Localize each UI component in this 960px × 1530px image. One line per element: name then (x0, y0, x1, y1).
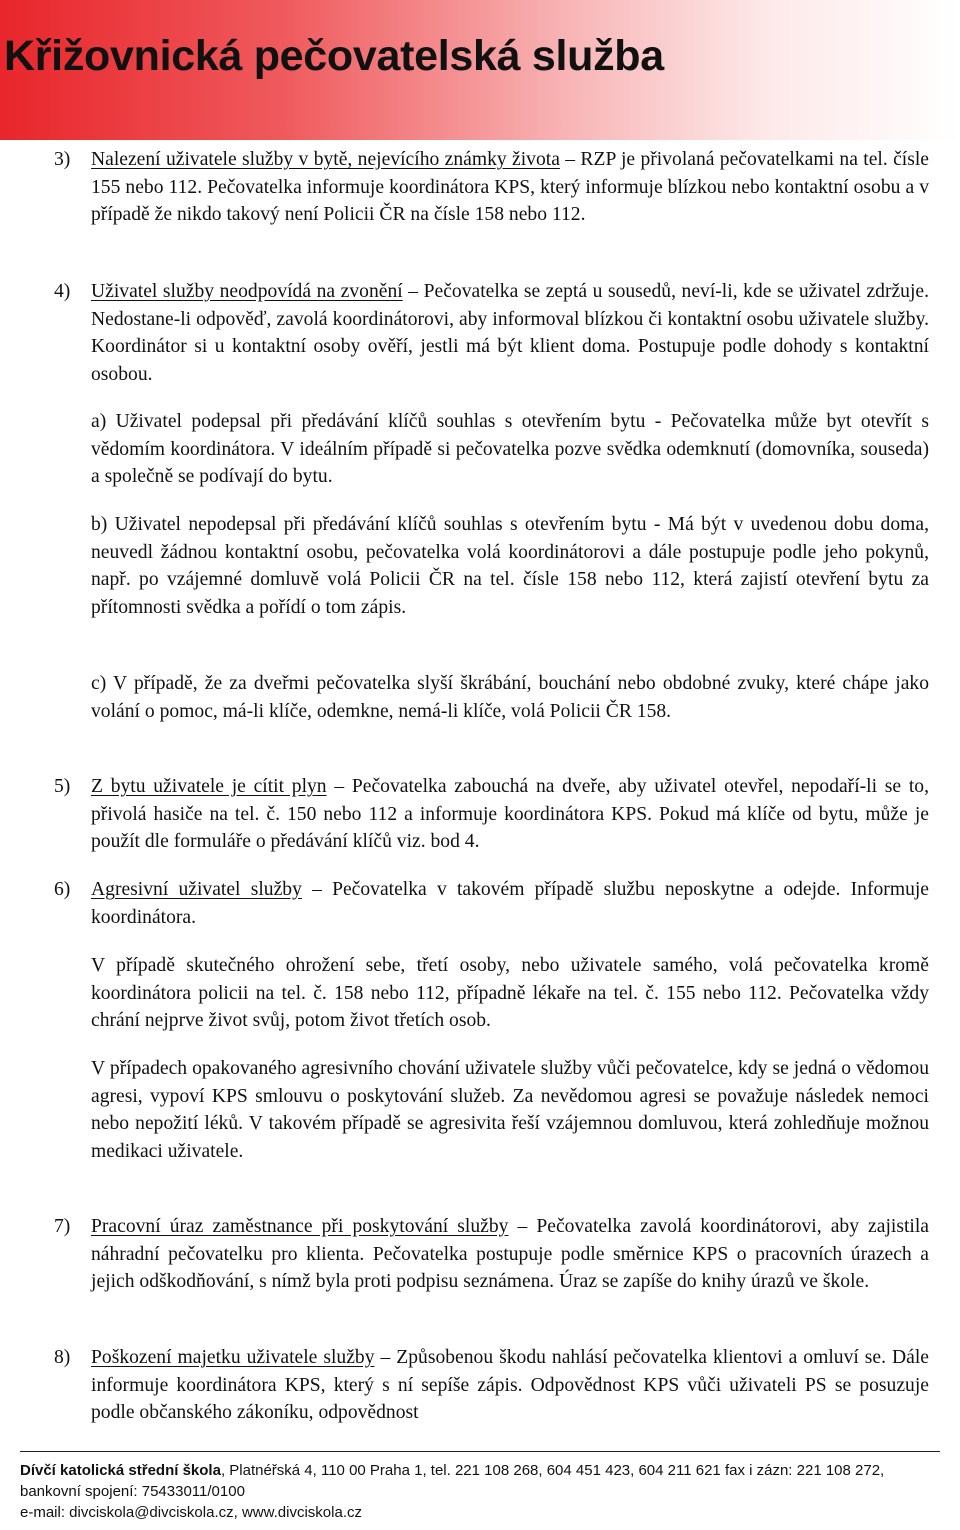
item-text: – Pečovatelka zavolá koordinátorovi, aby zajistila náhradní pečovatelku pro klienta. Pečovatelka postupuje podle směrnice KPS o pracovních úrazech a jejich odškodňování, s nímž byla proti podpisu seznámena. Úraz se zapíše do knihy úrazů ve škole. (91, 1216, 929, 1292)
paragraph: b) Uživatel nepodepsal při předávání klíčů souhlas s otevřením bytu - Má být v uvedenou dobu doma, neuvedl žádnou kontaktní osobu, pečovatelka volá koordinátorovi a dále postupuje podle jeho pokynů, např. po vzájemné domluvě volá Policii ČR na tel. čísle 158 nebo 112, která zajistí otevření bytu za přítomnosti svědka a pořídí o tom zápis. (91, 514, 929, 618)
item-number: 8) (54, 1347, 71, 1368)
list-item (91, 773, 929, 856)
page-footer (20, 1460, 940, 1523)
footer-address-line (20, 1460, 940, 1481)
item-heading: Nalezení uživatele služby v bytě, nejevícího známky života (91, 149, 560, 170)
list-item (91, 278, 929, 388)
paragraph: V případě skutečného ohrožení sebe, třetí osoby, nebo uživatele samého, volá pečovatelka kromě koordinátora policii na tel. č. 158 nebo 112, případně lékaře na tel. č. 155 nebo 112. Pečovatelka vždy chrání nejprve život svůj, potom život třetích osob. (91, 955, 929, 1031)
item-heading: Agresivní uživatel služby (91, 879, 302, 900)
item-heading: Z bytu uživatele je cítit plyn (91, 776, 327, 797)
item-text: – Způsobenou škodu nahlásí pečovatelka klientovi a omluví se. Dále informuje koordinátora KPS, který s ní sepíše zápis. Odpovědnost KPS vůči uživateli PS se posuzuje podle občanského zákoníku, odpovědnost (91, 1347, 929, 1423)
school-name: Dívčí katolická střední škola (20, 1462, 221, 1479)
paragraph: V případech opakovaného agresivního chování uživatele služby vůči pečovatelce, kdy se jedná o vědomou agresi, vypoví KPS smlouvu o poskytování služeb. Za nevědomou agresi se považuje následek nemoci nebo nepožití léků. V takovém případě se agresivita řeší vzájemnou domluvou, která zohledňuje možnou medikaci uživatele. (91, 1058, 929, 1162)
item-number: 3) (54, 149, 71, 170)
paragraph: a) Uživatel podepsal při předávání klíčů souhlas s otevřením bytu - Pečovatelka může byt otevřít s vědomím koordinátora. V ideálním případě si pečovatelka pozve svědka odemknutí (domovníka, souseda) a společně se podívají do bytu. (91, 411, 929, 487)
item-heading: Pracovní úraz zaměstnance při poskytování služby (91, 1216, 509, 1237)
item-number: 6) (54, 879, 71, 900)
bank-info: bankovní spojení: 75433011/0100 (20, 1483, 245, 1500)
paragraph: c) V případě, že za dveřmi pečovatelka slyší škrábání, bouchání nebo obdobné zvuky, které chápe jako volání o pomoc, má-li klíče, odemkne, nemá-li klíče, volá Policii ČR 158. (91, 673, 929, 722)
school-address: , Platnéřská 4, 110 00 Praha 1, tel. 221 108 268, 604 451 423, 604 211 621 fax i zázn: 221 108 272, (220, 1462, 885, 1479)
item-number: 7) (54, 1216, 71, 1237)
item-heading: Poškození majetku uživatele služby (91, 1347, 375, 1368)
item-heading: Uživatel služby neodpovídá na zvonění (91, 281, 403, 302)
item-number: 5) (54, 776, 71, 797)
item-text: – Pečovatelka zabouchá na dveře, aby uživatel otevřel, nepodaří-li se to, přivolá hasiče na tel. č. 150 nebo 112 a informuje koordinátora KPS. Pokud má klíče od bytu, může je použít dle formuláře o předávání klíčů viz. bod 4. (91, 776, 929, 852)
page-header (0, 0, 960, 140)
list-item (91, 1344, 929, 1427)
item-number: 4) (54, 281, 71, 302)
page-title: Křižovnická pečovatelská služba (4, 32, 664, 80)
footer-divider (20, 1451, 940, 1452)
contact-info: e-mail: divciskola@divciskola.cz, www.divciskola.cz (20, 1504, 362, 1521)
list-item (91, 146, 929, 229)
list-item (91, 876, 929, 931)
item-text: – RZP je přivolaná pečovatelkami na tel. čísle 155 nebo 112. Pečovatelka informuje koordinátora KPS, který informuje blízkou nebo kontaktní osobu a v případě že nikdo takový není Policii ČR na čísle 158 nebo 112. (91, 149, 929, 225)
list-item (91, 1213, 929, 1296)
item-text: – Pečovatelka v takovém případě službu neposkytne a odejde. Informuje koordinátora. (91, 879, 930, 928)
item-text: – Pečovatelka se zeptá u sousedů, neví-li, kde se uživatel zdržuje. Nedostane-li odpověď, zavolá koordinátorovi, aby informoval blízkou či kontaktní osobu uživatele služby. Koordinátor si u kontaktní osoby ověří, jestli má být klient doma. Postupuje podle dohody s kontaktní osobou. (91, 281, 929, 385)
